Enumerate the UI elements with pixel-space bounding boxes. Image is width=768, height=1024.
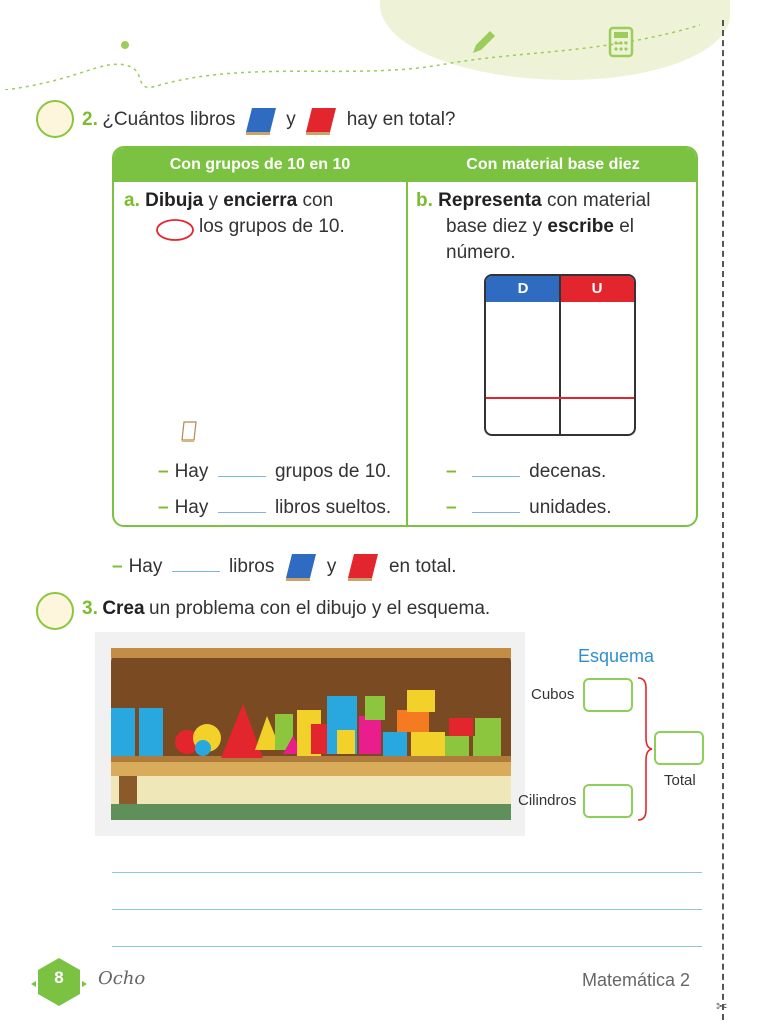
groups-line — [158, 458, 391, 485]
dash: – — [158, 497, 169, 518]
total-label: Total — [664, 772, 696, 789]
text: con material — [546, 190, 651, 211]
blue-book-icon — [284, 552, 318, 582]
text: el — [619, 216, 635, 237]
instruction-a-end: los grupos de 10. — [199, 216, 345, 237]
question-text-end: hay en total? — [346, 109, 456, 131]
text: base diez y — [446, 216, 543, 237]
question-2-heading — [82, 106, 456, 136]
red-book-icon — [346, 552, 380, 582]
total-line — [112, 552, 457, 582]
units-input-area[interactable] — [562, 304, 632, 396]
verb-encierra: encierra — [223, 190, 298, 211]
question-text: un problema con el dibujo y el esquema. — [149, 598, 491, 619]
small-book-icon — [178, 420, 200, 444]
scissors-icon: ✂ — [716, 998, 728, 1014]
column-header-base-ten: Con material base diez — [408, 148, 698, 182]
text: unidades. — [529, 497, 612, 518]
writing-line[interactable] — [112, 909, 702, 910]
book-title: Matemática 2 — [582, 970, 691, 990]
total-input-box[interactable] — [654, 731, 704, 765]
calculator-icon — [606, 26, 636, 58]
verb-representa: Representa — [438, 190, 542, 211]
answer-blank-tens[interactable] — [472, 458, 520, 477]
scheme-title: Esquema — [578, 646, 655, 666]
text: Hay — [174, 461, 209, 482]
cubes-input-box[interactable] — [583, 678, 633, 712]
column-header-groups: Con grupos de 10 en 10 — [114, 148, 406, 182]
text: grupos de 10. — [274, 461, 392, 482]
question-text-start: ¿Cuántos libros — [102, 109, 236, 131]
brace-icon — [634, 676, 654, 822]
text: libros — [228, 556, 275, 578]
loose-books-line — [158, 494, 391, 521]
cylinders-label: Cilindros — [518, 792, 577, 809]
verb-dibuja: Dibuja — [145, 190, 204, 211]
cut-line — [722, 20, 724, 1020]
circle-outline-icon — [155, 218, 197, 242]
tens-line — [446, 458, 606, 485]
place-value-chart — [484, 274, 636, 436]
column-divider — [406, 148, 408, 525]
question-3-heading — [82, 598, 490, 620]
cubes-label: Cubos — [531, 686, 575, 703]
page-number-word: Ocho — [98, 968, 146, 989]
instruction-b-line3: número. — [446, 242, 516, 263]
text: en total. — [388, 556, 457, 578]
text: y — [326, 556, 337, 578]
verb-crea: Crea — [102, 598, 145, 619]
text: Hay — [128, 556, 163, 578]
answer-blank-units[interactable] — [472, 494, 520, 513]
cylinders-input-box[interactable] — [583, 784, 633, 818]
text: con — [302, 190, 334, 211]
units-line — [446, 494, 612, 521]
writing-line[interactable] — [112, 946, 702, 947]
question-text-y: y — [286, 109, 296, 131]
question-number: 2. — [82, 109, 98, 131]
chart-divider — [559, 276, 561, 436]
text: libros sueltos. — [274, 497, 392, 518]
dash: – — [158, 461, 169, 482]
tens-input-area[interactable] — [488, 304, 557, 396]
student-avatar-icon — [36, 100, 74, 138]
units-header: U — [560, 276, 634, 302]
instruction-b — [416, 188, 691, 214]
question-number: 3. — [82, 598, 98, 619]
item-letter-a: a. — [124, 190, 140, 211]
dash: – — [446, 497, 457, 518]
answer-blank-groups[interactable] — [218, 458, 266, 477]
chart-answer-line — [486, 397, 634, 399]
pencil-icon — [468, 28, 498, 58]
instruction-b-line2 — [446, 214, 634, 240]
page-number: 8 — [54, 968, 64, 987]
verb-escribe: escribe — [547, 216, 614, 237]
text: Hay — [174, 497, 209, 518]
instruction-a — [124, 188, 394, 214]
dash: – — [112, 556, 123, 578]
shelf-with-shapes-illustration — [95, 632, 525, 836]
dash: – — [446, 461, 457, 482]
tens-header: D — [486, 276, 560, 302]
answer-blank-loose[interactable] — [218, 494, 266, 513]
answer-blank-total[interactable] — [172, 553, 220, 572]
writing-line[interactable] — [112, 872, 702, 873]
red-book-icon — [304, 106, 338, 136]
text: y — [208, 190, 218, 211]
student-avatar-icon — [36, 592, 74, 630]
text: decenas. — [529, 461, 607, 482]
blue-book-icon — [244, 106, 278, 136]
item-letter-b: b. — [416, 190, 433, 211]
